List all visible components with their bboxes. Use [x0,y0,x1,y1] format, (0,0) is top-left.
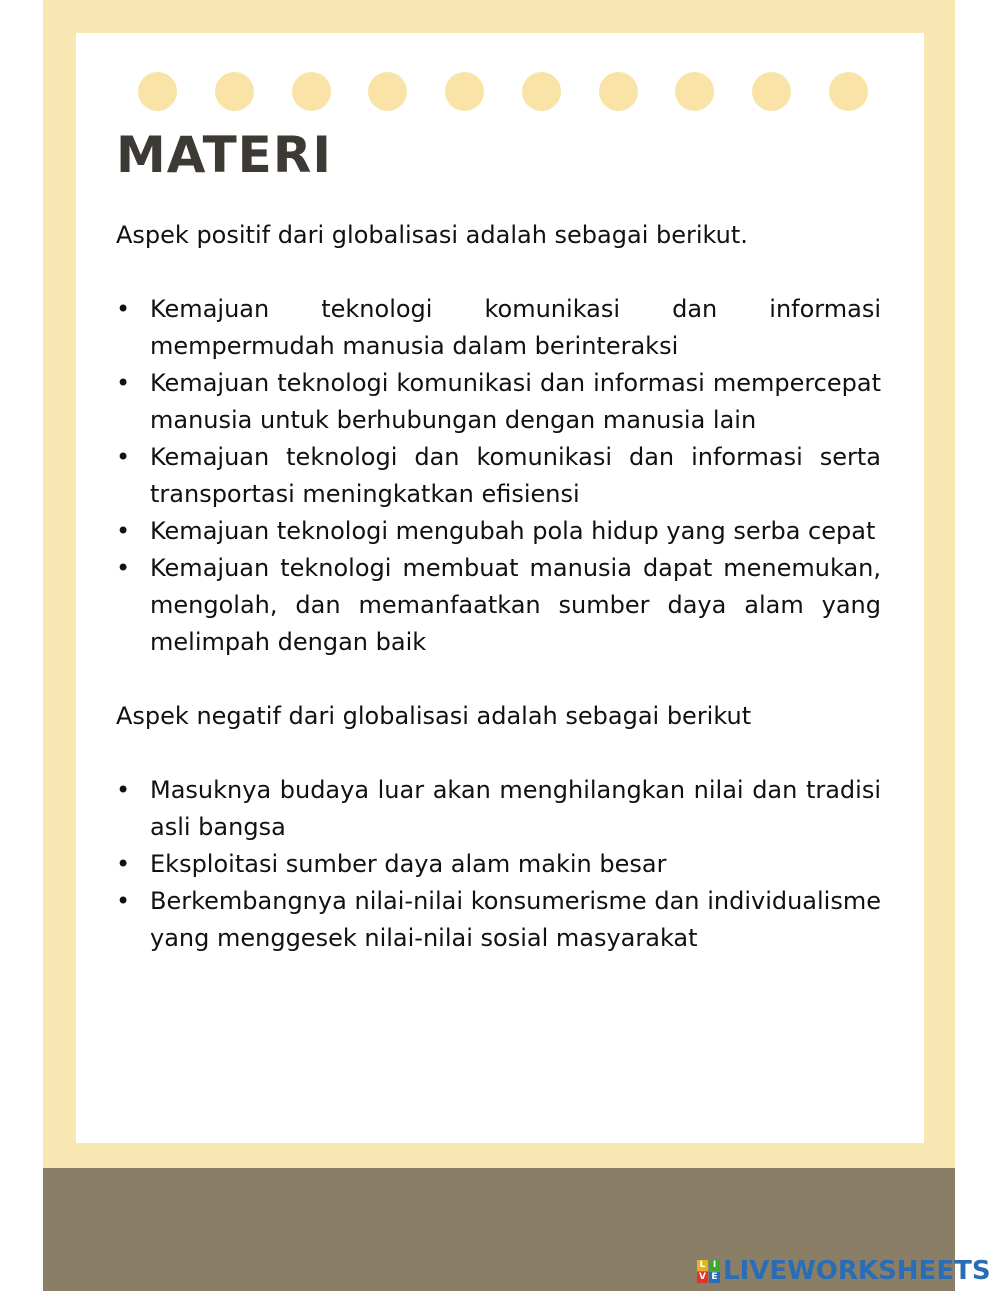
negative-item: • Eksploitasi sumber daya alam makin besar [116,846,881,883]
negative-item: • Masuknya budaya luar akan menghilangkan nilai dan tradisi asli bangsa [116,772,881,846]
positive-item: • Kemajuan teknologi komunikasi dan informasi mempercepat manusia untuk berhubungan dengan manusia lain [116,365,881,439]
positive-list [116,291,881,661]
negative-intro: Aspek negatif dari globalisasi adalah sebagai berikut [116,702,752,730]
positive-item: • Kemajuan teknologi mengubah pola hidup yang serba cepat [116,513,881,550]
logo-mark-letter: I [709,1260,720,1271]
negative-item: • Berkembangnya nilai-nilai konsumerisme dan individualisme yang menggesek nilai-nilai sosial masyarakat [116,883,881,957]
logo-mark-letter: E [709,1272,720,1283]
positive-item: • Kemajuan teknologi dan komunikasi dan informasi serta transportasi meningkatkan efisiensi [116,439,881,513]
decorative-dot [445,72,484,111]
logo-mark-icon [697,1260,720,1283]
positive-item: • Kemajuan teknologi membuat manusia dapat menemukan, mengolah, dan memanfaatkan sumber daya alam yang melimpah dengan baik [116,550,881,661]
decorative-dot [368,72,407,111]
liveworksheets-logo [697,1256,991,1286]
positive-intro: Aspek positif dari globalisasi adalah sebagai berikut. [116,221,748,249]
logo-mark-letter: V [697,1272,708,1283]
page-title: MATERI [116,126,332,184]
logo-mark-letter: L [697,1260,708,1271]
positive-item: • Kemajuan teknologi komunikasi dan informasi mempermudah manusia dalam berinteraksi [116,291,881,365]
decorative-dot [675,72,714,111]
negative-list [116,772,881,957]
decorative-dots [138,72,868,112]
decorative-dot [829,72,868,111]
decorative-dot [752,72,791,111]
logo-text: LIVEWORKSHEETS [723,1256,991,1286]
decorative-dot [292,72,331,111]
decorative-dot [215,72,254,111]
decorative-dot [522,72,561,111]
material-content [116,217,881,994]
decorative-dot [599,72,638,111]
decorative-dot [138,72,177,111]
